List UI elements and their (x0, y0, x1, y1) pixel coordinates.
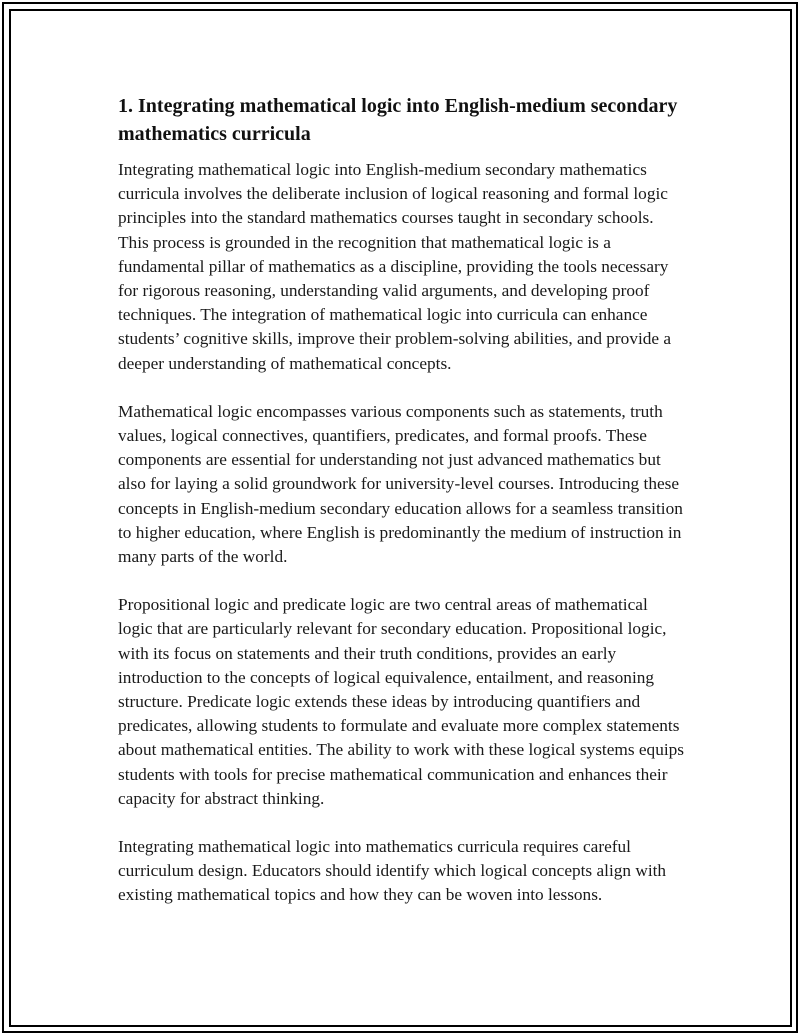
paragraph-3: Propositional logic and predicate logic are two central areas of mathematical logic that are particularly relevant for secondary education. Propositional logic, with its focus on statements and their truth conditions, provides an early introduction to the concepts of logical equivalence, entailment, and reasoning structure. Predicate logic extends these ideas by introducing quantifiers and predicates, allowing students to formulate and evaluate more complex statements about mathematical entities. The ability to work with these logical systems equips students with tools for precise mathematical communication and enhances their capacity for abstract thinking. (118, 595, 685, 808)
document-body (118, 92, 686, 932)
paragraph-4: Integrating mathematical logic into mathematics curricula requires careful curriculum design. Educators should identify which logical concepts align with existing mathematical topics and how they can be woven into lessons. (118, 837, 667, 905)
paragraph-2: Mathematical logic encompasses various components such as statements, truth values, logical connectives, quantifiers, predicates, and formal proofs. These components are essential for understanding not just advanced mathematics but also for laying a solid groundwork for university-level courses. Introducing these concepts in English-medium secondary education allows for a seamless transition to higher education, where English is predominantly the medium of instruction in many parts of the world. (118, 401, 683, 567)
section-title: 1. Integrating mathematical logic into English-medium secondary mathematics curricula (118, 95, 678, 145)
paragraph-1: Integrating mathematical logic into English-medium secondary mathematics curricula involves the deliberate inclusion of logical reasoning and formal logic principles into the standard mathematics courses taught in secondary schools. This process is grounded in the recognition that mathematical logic is a fundamental pillar of mathematics as a discipline, providing the tools necessary for rigorous reasoning, understanding valid arguments, and developing proof techniques. The integration of mathematical logic into curricula can enhance students’ cognitive skills, improve their problem-solving abilities, and provide a deeper understanding of mathematical concepts. (118, 160, 672, 373)
